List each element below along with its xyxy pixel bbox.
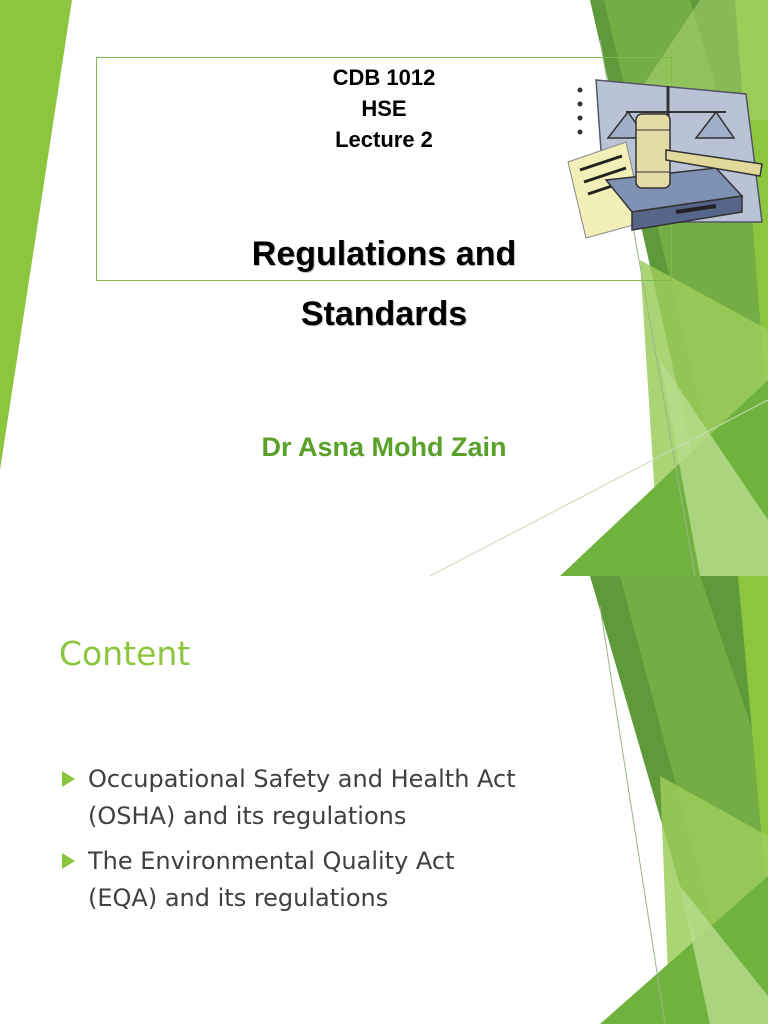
list-item — [60, 761, 580, 835]
content-bullet-list — [60, 761, 580, 925]
slide-title — [180, 224, 588, 344]
lecture-number: Lecture 2 — [335, 127, 433, 152]
title-line-2: Standards — [300, 295, 468, 333]
content-slide — [0, 576, 768, 1024]
bullet-text-line: The Environmental Quality Act — [88, 847, 455, 875]
list-item — [60, 843, 580, 917]
triangle-bullet-icon — [62, 853, 75, 869]
course-name: HSE — [361, 96, 407, 121]
bullet-text-line: (OSHA) and its regulations — [88, 802, 407, 830]
title-line-1: Regulations and — [251, 235, 517, 273]
bullet-text-line: (EQA) and its regulations — [88, 884, 389, 912]
bullet-text-line: Occupational Safety and Health Act — [88, 765, 516, 793]
gavel-and-scales-clipart — [566, 72, 766, 242]
course-info — [234, 62, 534, 155]
triangle-bullet-icon — [62, 771, 75, 787]
author-name: Dr Asna Mohd Zain — [261, 432, 507, 462]
course-code: CDB 1012 — [332, 65, 436, 90]
content-heading: Content — [59, 634, 191, 673]
